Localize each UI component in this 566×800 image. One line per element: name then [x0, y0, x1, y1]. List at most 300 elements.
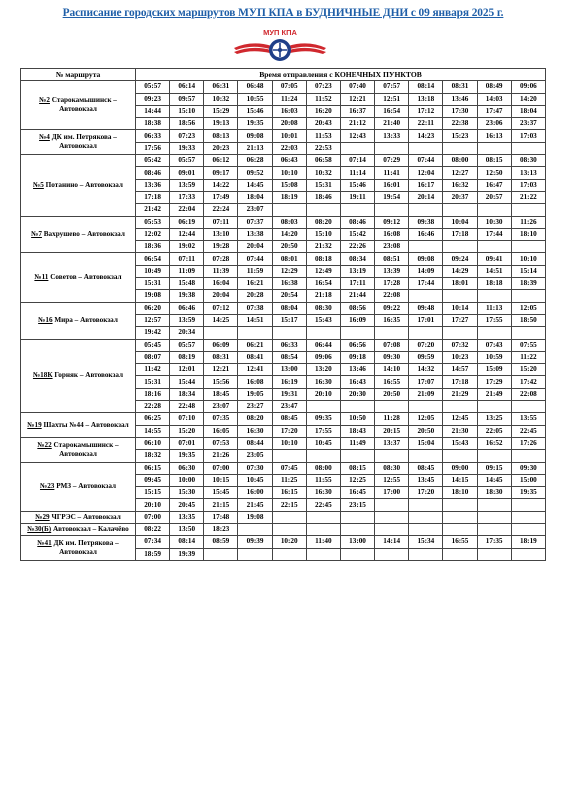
departure-time: 13:50 — [170, 523, 204, 535]
departure-time: 06:12 — [204, 155, 238, 167]
departure-time — [375, 327, 409, 339]
departure-time: 12:41 — [238, 364, 272, 376]
route-name: Горняк – Автовокзал — [54, 371, 124, 380]
departure-time: 12:04 — [409, 167, 443, 179]
departure-time: 08:45 — [272, 413, 306, 425]
times-column-header: Время отправления с КОНЕЧНЫХ ПУНКТОВ — [136, 69, 546, 81]
departure-time — [477, 290, 511, 302]
departure-time: 16:03 — [272, 105, 306, 117]
departure-time: 12:25 — [340, 474, 374, 486]
departure-time: 14:22 — [204, 179, 238, 191]
departure-time: 17:18 — [443, 228, 477, 240]
departure-time: 08:45 — [409, 462, 443, 474]
route-label — [21, 413, 136, 438]
departure-time: 17:03 — [511, 179, 545, 191]
departure-time: 07:00 — [204, 462, 238, 474]
departure-time — [306, 204, 340, 216]
departure-time: 14:09 — [409, 265, 443, 277]
departure-time: 15:20 — [511, 364, 545, 376]
departure-time: 16:55 — [375, 376, 409, 388]
departure-time: 21:45 — [238, 499, 272, 511]
departure-time: 15:10 — [306, 228, 340, 240]
departure-time: 16:08 — [238, 376, 272, 388]
departure-time: 07:45 — [272, 462, 306, 474]
departure-time: 17:48 — [204, 511, 238, 523]
departure-time — [340, 401, 374, 413]
departure-time: 21:30 — [443, 425, 477, 437]
route-name: ДК им. Петрякова – Автовокзал — [53, 539, 119, 557]
departure-time: 23:08 — [375, 241, 409, 253]
departure-time: 05:53 — [136, 216, 170, 228]
departure-time: 13:00 — [340, 536, 374, 548]
departure-time — [375, 511, 409, 523]
departure-time: 15:30 — [170, 487, 204, 499]
departure-time: 06:54 — [136, 253, 170, 265]
departure-time — [477, 241, 511, 253]
departure-time: 08:41 — [238, 351, 272, 363]
departure-time — [443, 290, 477, 302]
departure-time: 12:21 — [204, 364, 238, 376]
departure-time — [511, 511, 545, 523]
departure-time: 12:02 — [136, 228, 170, 240]
departure-time: 17:11 — [340, 278, 374, 290]
departure-time: 22:08 — [511, 388, 545, 400]
route-name: РМЗ – Автовокзал — [56, 482, 117, 491]
departure-time: 09:48 — [409, 302, 443, 314]
departure-time: 11:13 — [477, 302, 511, 314]
departure-time: 16:54 — [306, 278, 340, 290]
departure-time: 13:18 — [409, 93, 443, 105]
departure-time: 12:21 — [340, 93, 374, 105]
departure-time: 14:51 — [477, 265, 511, 277]
table-row — [21, 339, 546, 351]
departure-time: 18:16 — [136, 388, 170, 400]
table-row — [21, 413, 546, 425]
departure-time: 13:25 — [477, 413, 511, 425]
departure-time: 12:50 — [477, 167, 511, 179]
departure-time: 10:32 — [204, 93, 238, 105]
departure-time: 12:55 — [375, 474, 409, 486]
departure-time: 06:19 — [170, 216, 204, 228]
departure-time: 11:40 — [306, 536, 340, 548]
departure-time: 21:29 — [443, 388, 477, 400]
departure-time: 19:13 — [204, 118, 238, 130]
departure-time: 12:44 — [170, 228, 204, 240]
departure-time: 11:42 — [136, 364, 170, 376]
departure-time — [272, 327, 306, 339]
departure-time: 23:47 — [272, 401, 306, 413]
departure-time: 17:29 — [477, 376, 511, 388]
departure-time: 15:44 — [170, 376, 204, 388]
departure-time: 06:58 — [306, 155, 340, 167]
departure-time: 12:57 — [136, 314, 170, 326]
departure-time: 19:38 — [170, 290, 204, 302]
departure-time: 16:17 — [409, 179, 443, 191]
departure-time: 06:15 — [136, 462, 170, 474]
departure-time: 19:54 — [375, 191, 409, 203]
departure-time: 16:30 — [238, 425, 272, 437]
departure-time — [443, 548, 477, 560]
departure-time: 13:46 — [340, 364, 374, 376]
departure-time: 16:55 — [443, 536, 477, 548]
departure-time: 09:57 — [170, 93, 204, 105]
departure-time: 16:01 — [375, 179, 409, 191]
departure-time: 21:44 — [340, 290, 374, 302]
departure-time: 15:31 — [136, 278, 170, 290]
mup-kpa-logo — [232, 24, 328, 64]
departure-time: 06:21 — [238, 339, 272, 351]
departure-time — [340, 450, 374, 462]
departure-time: 06:46 — [170, 302, 204, 314]
departure-time: 13:38 — [238, 228, 272, 240]
departure-time: 07:37 — [238, 216, 272, 228]
departure-time: 10:59 — [477, 351, 511, 363]
table-row — [21, 302, 546, 314]
departure-time: 18:23 — [204, 523, 238, 535]
departure-time: 20:14 — [409, 191, 443, 203]
departure-time: 08:03 — [272, 216, 306, 228]
departure-time: 17:30 — [443, 105, 477, 117]
departure-time: 18:34 — [170, 388, 204, 400]
departure-time — [443, 241, 477, 253]
departure-time: 22:15 — [272, 499, 306, 511]
departure-time — [272, 450, 306, 462]
departure-time: 13:13 — [511, 167, 545, 179]
departure-time: 11:52 — [306, 93, 340, 105]
departure-time: 10:14 — [443, 302, 477, 314]
departure-time: 16:19 — [272, 376, 306, 388]
departure-time — [477, 401, 511, 413]
route-name: Потанино – Автовокзал — [45, 180, 123, 189]
departure-time — [409, 450, 443, 462]
departure-time: 07:11 — [170, 253, 204, 265]
departure-time: 09:35 — [306, 413, 340, 425]
departure-time: 17:18 — [136, 191, 170, 203]
departure-time — [375, 450, 409, 462]
departure-time: 11:22 — [511, 351, 545, 363]
departure-time: 14:10 — [375, 364, 409, 376]
departure-time: 17:28 — [375, 278, 409, 290]
departure-time: 17:27 — [443, 314, 477, 326]
departure-time: 17:47 — [477, 105, 511, 117]
page-title: Расписание городских маршрутов МУП КПА в БУДНИЧНЫЕ ДНИ с 09 января 2025 г. — [62, 7, 504, 19]
departure-time: 18:36 — [136, 241, 170, 253]
departure-time: 19:33 — [170, 142, 204, 154]
departure-time: 14:15 — [443, 474, 477, 486]
departure-time: 18:04 — [511, 105, 545, 117]
departure-time: 07:08 — [375, 339, 409, 351]
departure-time: 16:52 — [477, 437, 511, 449]
departure-time: 14:14 — [375, 536, 409, 548]
departure-time: 09:06 — [306, 351, 340, 363]
departure-time — [375, 401, 409, 413]
departure-time: 07:00 — [136, 511, 170, 523]
departure-time: 16:46 — [409, 228, 443, 240]
departure-time: 06:44 — [306, 339, 340, 351]
departure-time — [306, 523, 340, 535]
table-row — [21, 536, 546, 548]
departure-time: 23:37 — [511, 118, 545, 130]
departure-time — [477, 450, 511, 462]
departure-time: 08:07 — [136, 351, 170, 363]
departure-time: 20:23 — [204, 142, 238, 154]
departure-time — [272, 204, 306, 216]
departure-time: 20:37 — [443, 191, 477, 203]
departure-time: 07:38 — [238, 302, 272, 314]
departure-time: 19:05 — [238, 388, 272, 400]
route-label — [21, 130, 136, 155]
departure-time: 15:29 — [204, 105, 238, 117]
departure-time: 10:20 — [272, 536, 306, 548]
departure-time: 20:10 — [306, 388, 340, 400]
departure-time: 22:26 — [340, 241, 374, 253]
departure-time: 18:18 — [477, 278, 511, 290]
route-label — [21, 339, 136, 413]
departure-time: 11:09 — [170, 265, 204, 277]
departure-time: 17:18 — [443, 376, 477, 388]
departure-time: 18:56 — [170, 118, 204, 130]
departure-time: 20:45 — [170, 499, 204, 511]
departure-time: 15:08 — [272, 179, 306, 191]
departure-time: 08:30 — [511, 155, 545, 167]
departure-time: 13:46 — [443, 93, 477, 105]
departure-time — [340, 548, 374, 560]
departure-time: 13:35 — [170, 511, 204, 523]
route-label — [21, 511, 136, 523]
route-name: Советов – Автовокзал — [50, 273, 122, 282]
departure-time: 18:43 — [340, 425, 374, 437]
route-label — [21, 462, 136, 511]
departure-time: 09:01 — [170, 167, 204, 179]
departure-time: 20:30 — [340, 388, 374, 400]
table-row — [21, 511, 546, 523]
departure-time: 11:39 — [204, 265, 238, 277]
departure-time: 07:12 — [204, 302, 238, 314]
departure-time: 14:23 — [409, 130, 443, 142]
departure-time: 20:34 — [170, 327, 204, 339]
departure-time: 18:32 — [136, 450, 170, 462]
departure-time: 17:20 — [272, 425, 306, 437]
departure-time — [409, 548, 443, 560]
departure-time: 19:35 — [170, 450, 204, 462]
departure-time: 16:32 — [443, 179, 477, 191]
departure-time — [443, 327, 477, 339]
departure-time: 07:34 — [136, 536, 170, 548]
table-row — [21, 155, 546, 167]
schedule-table — [20, 68, 546, 561]
departure-time: 17:44 — [477, 228, 511, 240]
departure-time: 21:40 — [375, 118, 409, 130]
departure-time: 15:17 — [272, 314, 306, 326]
departure-time: 07:29 — [375, 155, 409, 167]
route-name: Автовокзал – Калачёво — [52, 525, 129, 534]
departure-time: 05:57 — [170, 155, 204, 167]
departure-time: 06:33 — [136, 130, 170, 142]
departure-time: 22:53 — [306, 142, 340, 154]
departure-time: 07:32 — [443, 339, 477, 351]
departure-time — [409, 142, 443, 154]
table-row — [21, 462, 546, 474]
departure-time: 14:20 — [511, 93, 545, 105]
departure-time: 09:23 — [136, 93, 170, 105]
departure-time: 13:45 — [409, 474, 443, 486]
departure-time: 22:11 — [409, 118, 443, 130]
route-label — [21, 536, 136, 561]
departure-time — [204, 327, 238, 339]
departure-time: 07:44 — [238, 253, 272, 265]
table-row — [21, 216, 546, 228]
departure-time: 05:45 — [136, 339, 170, 351]
departure-time: 08:46 — [340, 216, 374, 228]
departure-time: 16:37 — [340, 105, 374, 117]
departure-time — [340, 511, 374, 523]
route-number: №2 — [39, 96, 50, 105]
departure-time: 21:15 — [204, 499, 238, 511]
departure-time: 14:03 — [477, 93, 511, 105]
logo-text: МУП КПА — [263, 28, 297, 37]
departure-time — [272, 523, 306, 535]
departure-time: 09:17 — [204, 167, 238, 179]
departure-time: 19:42 — [136, 327, 170, 339]
departure-time — [375, 548, 409, 560]
departure-time: 09:38 — [409, 216, 443, 228]
departure-time — [511, 327, 545, 339]
departure-time: 08:59 — [204, 536, 238, 548]
departure-time: 08:20 — [306, 216, 340, 228]
departure-time: 06:48 — [238, 81, 272, 93]
departure-time: 17:55 — [477, 314, 511, 326]
departure-time: 23:15 — [340, 499, 374, 511]
departure-time: 09:45 — [136, 474, 170, 486]
departure-time: 15:15 — [136, 487, 170, 499]
departure-time: 12:05 — [409, 413, 443, 425]
departure-time — [238, 548, 272, 560]
departure-time: 20:50 — [409, 425, 443, 437]
departure-time: 12:49 — [306, 265, 340, 277]
departure-time — [443, 204, 477, 216]
route-name: Шахты №44 – Автовокзал — [43, 420, 129, 429]
departure-time: 09:39 — [238, 536, 272, 548]
departure-time: 17:44 — [409, 278, 443, 290]
departure-time: 18:04 — [238, 191, 272, 203]
departure-time: 14:29 — [443, 265, 477, 277]
route-label — [21, 216, 136, 253]
departure-time: 06:30 — [170, 462, 204, 474]
departure-time: 15:46 — [238, 105, 272, 117]
route-number: №29 — [35, 512, 50, 521]
departure-time: 15:14 — [511, 265, 545, 277]
departure-time: 08:13 — [204, 130, 238, 142]
departure-time: 08:44 — [238, 437, 272, 449]
departure-time: 20:28 — [238, 290, 272, 302]
departure-time: 18:19 — [272, 191, 306, 203]
departure-time: 16:08 — [375, 228, 409, 240]
departure-time: 06:31 — [204, 81, 238, 93]
departure-time: 14:51 — [238, 314, 272, 326]
departure-time — [409, 204, 443, 216]
route-label — [21, 155, 136, 216]
departure-time: 16:54 — [375, 105, 409, 117]
departure-time: 12:27 — [443, 167, 477, 179]
departure-time — [375, 523, 409, 535]
route-label — [21, 81, 136, 130]
departure-time: 21:26 — [204, 450, 238, 462]
departure-time: 09:18 — [340, 351, 374, 363]
departure-time: 14:20 — [272, 228, 306, 240]
route-number: №4 — [39, 133, 50, 142]
departure-time: 13:55 — [511, 413, 545, 425]
departure-time — [409, 290, 443, 302]
departure-time: 16:05 — [204, 425, 238, 437]
departure-time: 16:30 — [306, 376, 340, 388]
departure-time: 08:56 — [340, 302, 374, 314]
departure-time: 20:50 — [375, 388, 409, 400]
departure-time: 15:48 — [170, 278, 204, 290]
departure-time: 09:15 — [477, 462, 511, 474]
departure-time: 17:35 — [477, 536, 511, 548]
departure-time: 14:44 — [136, 105, 170, 117]
departure-time: 16:38 — [272, 278, 306, 290]
departure-time: 15:46 — [340, 179, 374, 191]
departure-time: 20:15 — [375, 425, 409, 437]
departure-time: 14:45 — [477, 474, 511, 486]
departure-time: 20:10 — [136, 499, 170, 511]
departure-time: 19:02 — [170, 241, 204, 253]
departure-time — [511, 523, 545, 535]
departure-time: 11:26 — [511, 216, 545, 228]
departure-time: 20:04 — [204, 290, 238, 302]
departure-time: 10:50 — [340, 413, 374, 425]
route-label — [21, 523, 136, 535]
departure-time: 07:53 — [204, 437, 238, 449]
departure-time: 16:09 — [340, 314, 374, 326]
departure-time: 06:33 — [272, 339, 306, 351]
table-header-row — [21, 69, 546, 81]
departure-time: 17:07 — [409, 376, 443, 388]
departure-time: 10:23 — [443, 351, 477, 363]
departure-time: 22:38 — [443, 118, 477, 130]
departure-time: 18:19 — [511, 536, 545, 548]
departure-time: 08:30 — [306, 302, 340, 314]
departure-time: 17:20 — [409, 487, 443, 499]
table-row — [21, 253, 546, 265]
route-number: №5 — [33, 180, 44, 189]
departure-time — [409, 511, 443, 523]
departure-time: 09:00 — [443, 462, 477, 474]
departure-time: 08:04 — [272, 302, 306, 314]
departure-time: 19:08 — [136, 290, 170, 302]
departure-time: 07:30 — [238, 462, 272, 474]
departure-time: 08:15 — [477, 155, 511, 167]
table-row — [21, 130, 546, 142]
departure-time: 07:44 — [409, 155, 443, 167]
departure-time: 08:15 — [340, 462, 374, 474]
departure-time: 20:57 — [477, 191, 511, 203]
table-row — [21, 81, 546, 93]
departure-time — [340, 204, 374, 216]
departure-time: 10:45 — [306, 437, 340, 449]
departure-time: 16:35 — [375, 314, 409, 326]
departure-time: 17:01 — [409, 314, 443, 326]
departure-time: 20:08 — [272, 118, 306, 130]
departure-time: 19:39 — [170, 548, 204, 560]
departure-time: 06:14 — [170, 81, 204, 93]
route-label — [21, 253, 136, 302]
departure-time: 18:30 — [477, 487, 511, 499]
departure-time: 13:00 — [272, 364, 306, 376]
route-name: Старокамышинск – Автовокзал — [53, 440, 119, 458]
departure-time: 10:10 — [272, 167, 306, 179]
